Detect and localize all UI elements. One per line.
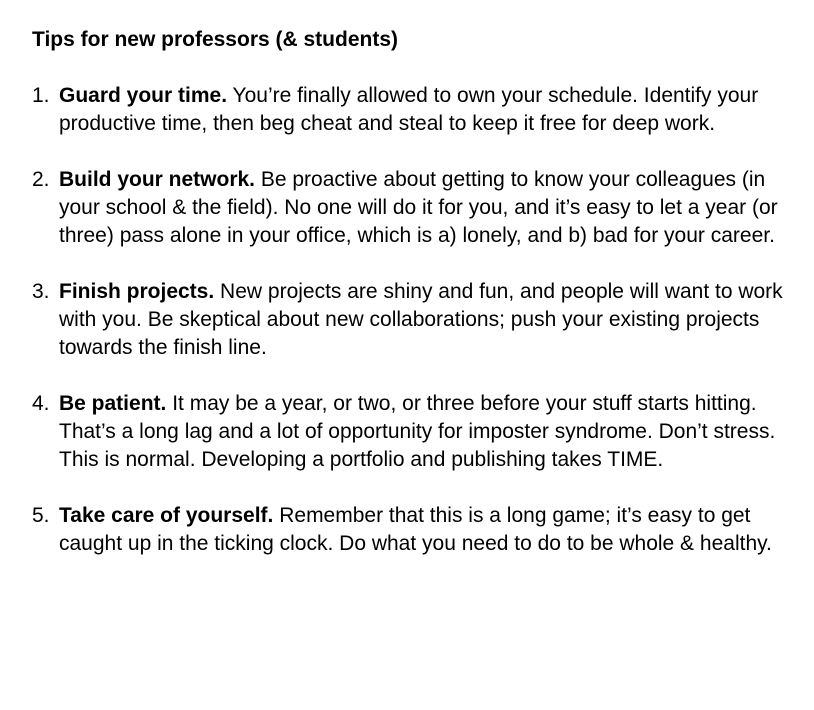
tip-heading: Finish projects. [59,280,215,303]
tip-heading: Guard your time. [59,84,228,107]
tip-body: It may be a year, or two, or three before your stuff starts hitting. That’s a long lag and a lot of opportunity for imposter syndrome. Don’t stress. This is normal. Developing a portfolio and publishing takes TIME. [59,392,776,471]
list-item [32,502,802,558]
tip-heading: Build your network. [59,168,256,191]
tip-body: Be proactive about getting to know your colleagues (in your school & the field). No one will do it for you, and it’s easy to let a year (or three) pass alone in your office, which is a) lonely, and b) bad for your career. [59,168,778,247]
tip-body: Remember that this is a long game; it’s easy to get caught up in the ticking clock. Do what you need to do to be whole & healthy. [59,504,772,555]
tip-number: 5. [32,504,50,527]
document [32,26,802,558]
tip-body: You’re finally allowed to own your schedule. Identify your productive time, then beg cheat and steal to keep it free for deep work. [59,84,759,135]
list-item [32,82,802,138]
list-item [32,278,802,362]
tips-list [32,82,802,558]
list-item [32,390,802,474]
tip-number: 1. [32,84,50,107]
tip-number: 3. [32,280,50,303]
list-item [32,166,802,250]
tip-body: New projects are shiny and fun, and people will want to work with you. Be skeptical about new collaborations; push your existing projects towards the finish line. [59,280,783,359]
tip-number: 4. [32,392,50,415]
document-title: Tips for new professors (& students) [32,28,398,51]
tip-heading: Take care of yourself. [59,504,274,527]
tip-number: 2. [32,168,50,191]
tip-heading: Be patient. [59,392,167,415]
